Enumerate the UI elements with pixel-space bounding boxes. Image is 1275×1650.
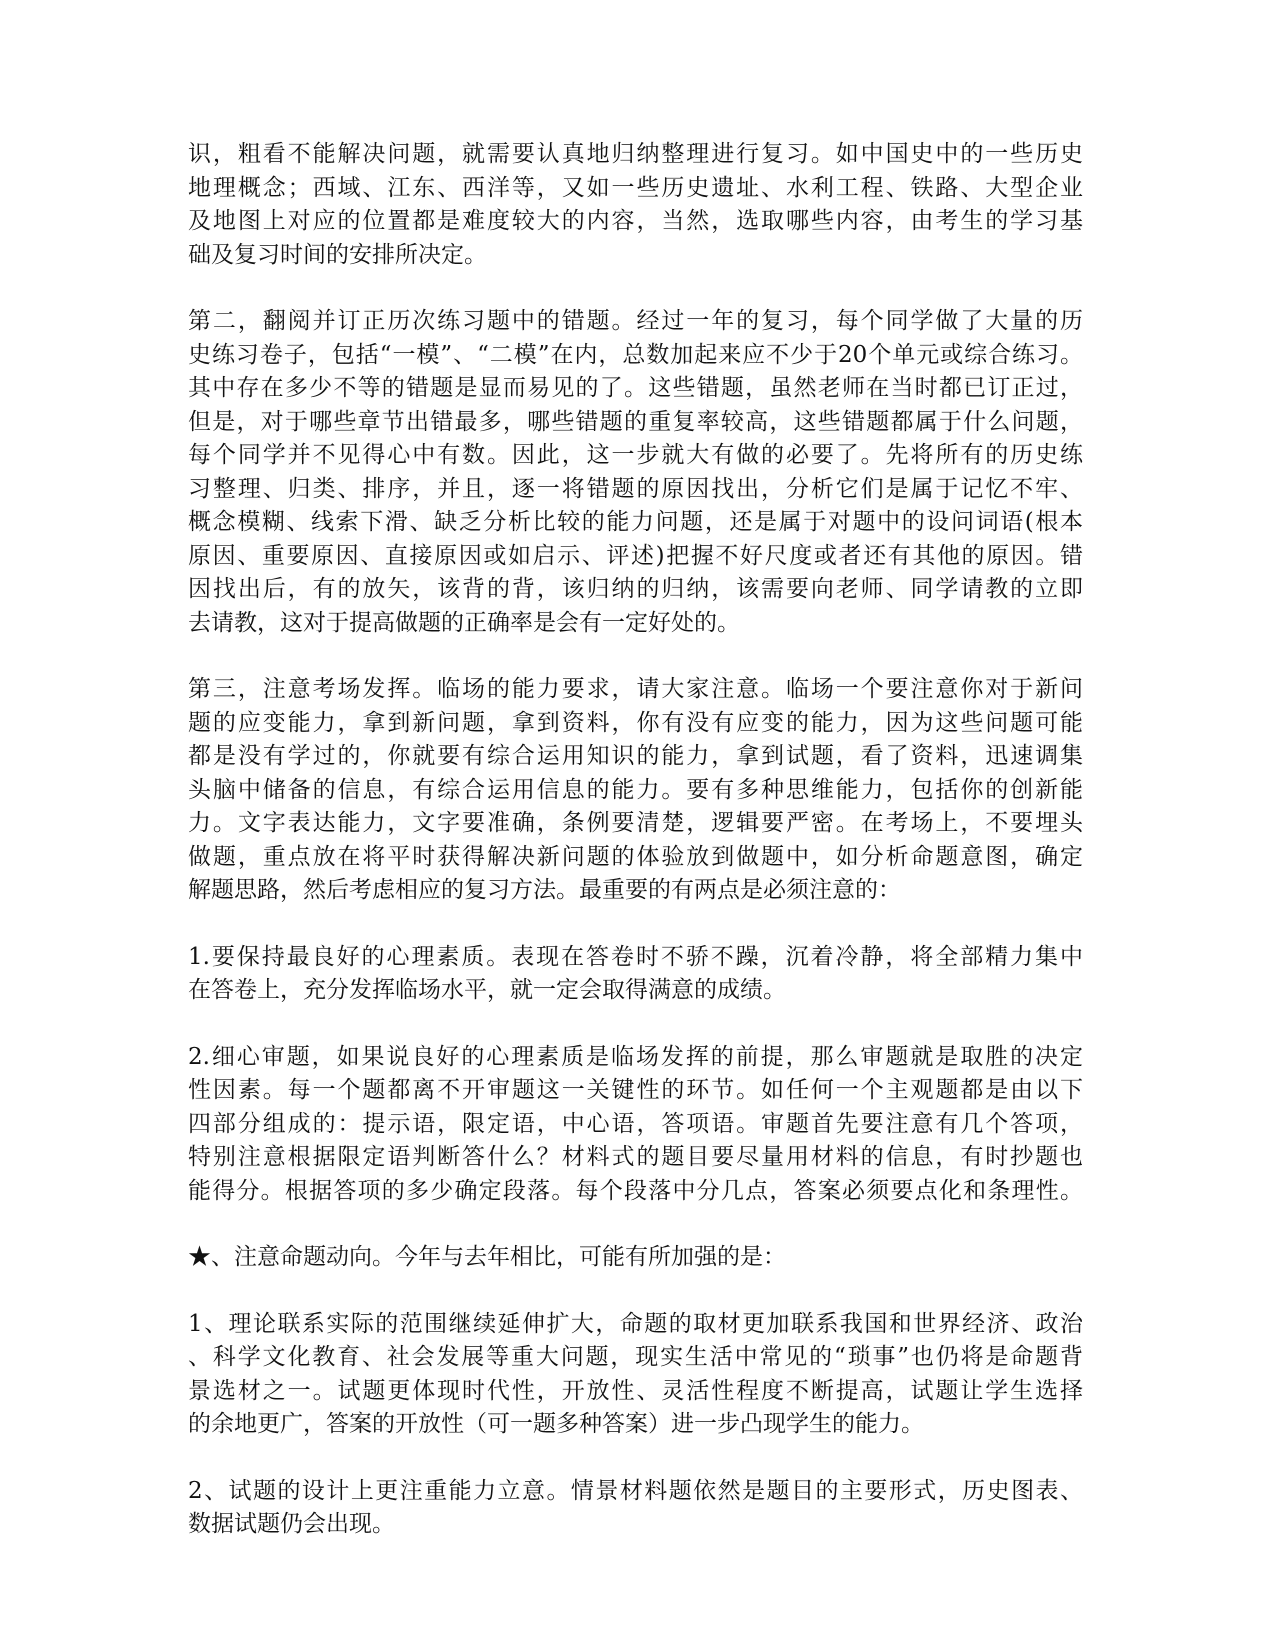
text-line: 数据试题仍会出现。 [188,1511,395,1537]
text-line: 的余地更广，答案的开放性（可一题多种答案）进一步凸现学生的能力。 [188,1411,924,1437]
text-line: 地理概念；西域、江东、西洋等，又如一些历史遗址、水利工程、铁路、大型企业 [188,174,1083,201]
text-line: 2、试题的设计上更注重能力立意。情景材料题依然是题目的主要形式，历史图表、 [188,1477,1083,1504]
text-line: 做题，重点放在将平时获得解决新问题的体验放到做题中，如分析命题意图，确定 [188,843,1083,870]
text-line: 习整理、归类、排序，并且，逐一将错题的原因找出，分析它们是属于记忆不牢、 [188,475,1083,502]
text-line: 第三，注意考场发挥。临场的能力要求，请大家注意。临场一个要注意你对于新问 [188,676,1083,702]
text-line: 概念模糊、线索下滑、缺乏分析比较的能力问题，还是属于对题中的设问词语(根本 [188,509,1083,535]
text-line: 识，粗看不能解决问题，就需要认真地归纳整理进行复习。如中国史中的一些历史 [188,141,1083,167]
text-line: 但是，对于哪些章节出错最多，哪些错题的重复率较高，这些错题都属于什么问题， [188,408,1083,435]
document-page [188,138,1083,1575]
text-line: 1、理论联系实际的范围继续延伸扩大，命题的取材更加联系我国和世界经济、政治 [188,1310,1083,1337]
text-line: 1.要保持最良好的心理素质。表现在答卷时不骄不躁，沉着冷静，将全部精力集中 [188,943,1083,970]
text-line: 景选材之一。试题更体现时代性，开放性、灵活性程度不断提高，试题让学生选择 [188,1377,1083,1404]
text-line: 每个同学并不见得心中有数。因此，这一步就大有做的必要了。先将所有的历史练 [188,442,1083,468]
text-line: 、科学文化教育、社会发展等重大问题，现实生活中常见的“琐事”也仍将是命题背 [188,1344,1083,1370]
text-line: 特别注意根据限定语判断答什么？材料式的题目要尽量用材料的信息，有时抄题也 [188,1144,1083,1170]
text-line: 都是没有学过的，你就要有综合运用知识的能力，拿到试题，看了资料，迅速调集 [188,743,1083,769]
paragraph-point-2-read-carefully [188,1041,1083,1209]
paragraph-point-1-mindset [188,941,1083,1008]
paragraph-third-exam-performance [188,673,1083,908]
text-line: 去请教，这对于提高做题的正确率是会有一定好处的。 [188,609,740,636]
text-line: 因找出后，有的放矢，该背的背，该归纳的归纳，该需要向老师、同学请教的立即 [188,576,1083,602]
text-line: 及地图上对应的位置都是难度较大的内容，当然，选取哪些内容，由考生的学习基 [188,208,1083,234]
text-line: 力。文字表达能力，文字要准确，条例要清楚，逻辑要严密。在考场上，不要埋头 [188,810,1083,836]
text-line: 题的应变能力，拿到新问题，拿到资料，你有没有应变的能力，因为这些问题可能 [188,709,1083,736]
text-line: 史练习卷子，包括“一模”、“二模”在内，总数加起来应不少于20个单元或综合练习。 [188,341,1083,368]
text-line: 第二，翻阅并订正历次练习题中的错题。经过一年的复习，每个同学做了大量的历 [188,308,1083,334]
text-line: 其中存在多少不等的错题是显而易见的了。这些错题，虽然老师在当时都已订正过， [188,375,1083,401]
text-line: 解题思路，然后考虑相应的复习方法。最重要的有两点是必须注意的： [188,877,901,903]
text-line: 2.细心审题，如果说良好的心理素质是临场发挥的前提，那么审题就是取胜的决定 [188,1043,1083,1070]
paragraph-star-trends [188,1241,1083,1275]
text-line: 原因、重要原因、直接原因或如启示、评述)把握不好尺度或者还有其他的原因。错 [188,542,1083,569]
text-line: 能得分。根据答项的多少确定段落。每个段落中分几点，答案必须要点化和条理性。 [188,1177,1083,1204]
text-line: 四部分组成的：提示语，限定语，中心语，答项语。审题首先要注意有几个答项， [188,1110,1083,1137]
text-line: 础及复习时间的安排所决定。 [188,241,487,268]
text-line: 头脑中储备的信息，有综合运用信息的能力。要有多种思维能力，包括你的创新能 [188,776,1083,803]
paragraph-trend-1 [188,1308,1083,1442]
text-line: ★、注意命题动向。今年与去年相比，可能有所加强的是： [188,1244,786,1270]
text-line: 性因素。每一个题都离不开审题这一关键性的环节。如任何一个主观题都是由以下 [188,1077,1083,1103]
paragraph-review-concepts [188,138,1083,272]
text-line: 在答卷上，充分发挥临场水平，就一定会取得满意的成绩。 [188,977,786,1003]
paragraph-trend-2 [188,1475,1083,1542]
paragraph-second-correct-errors [188,305,1083,640]
